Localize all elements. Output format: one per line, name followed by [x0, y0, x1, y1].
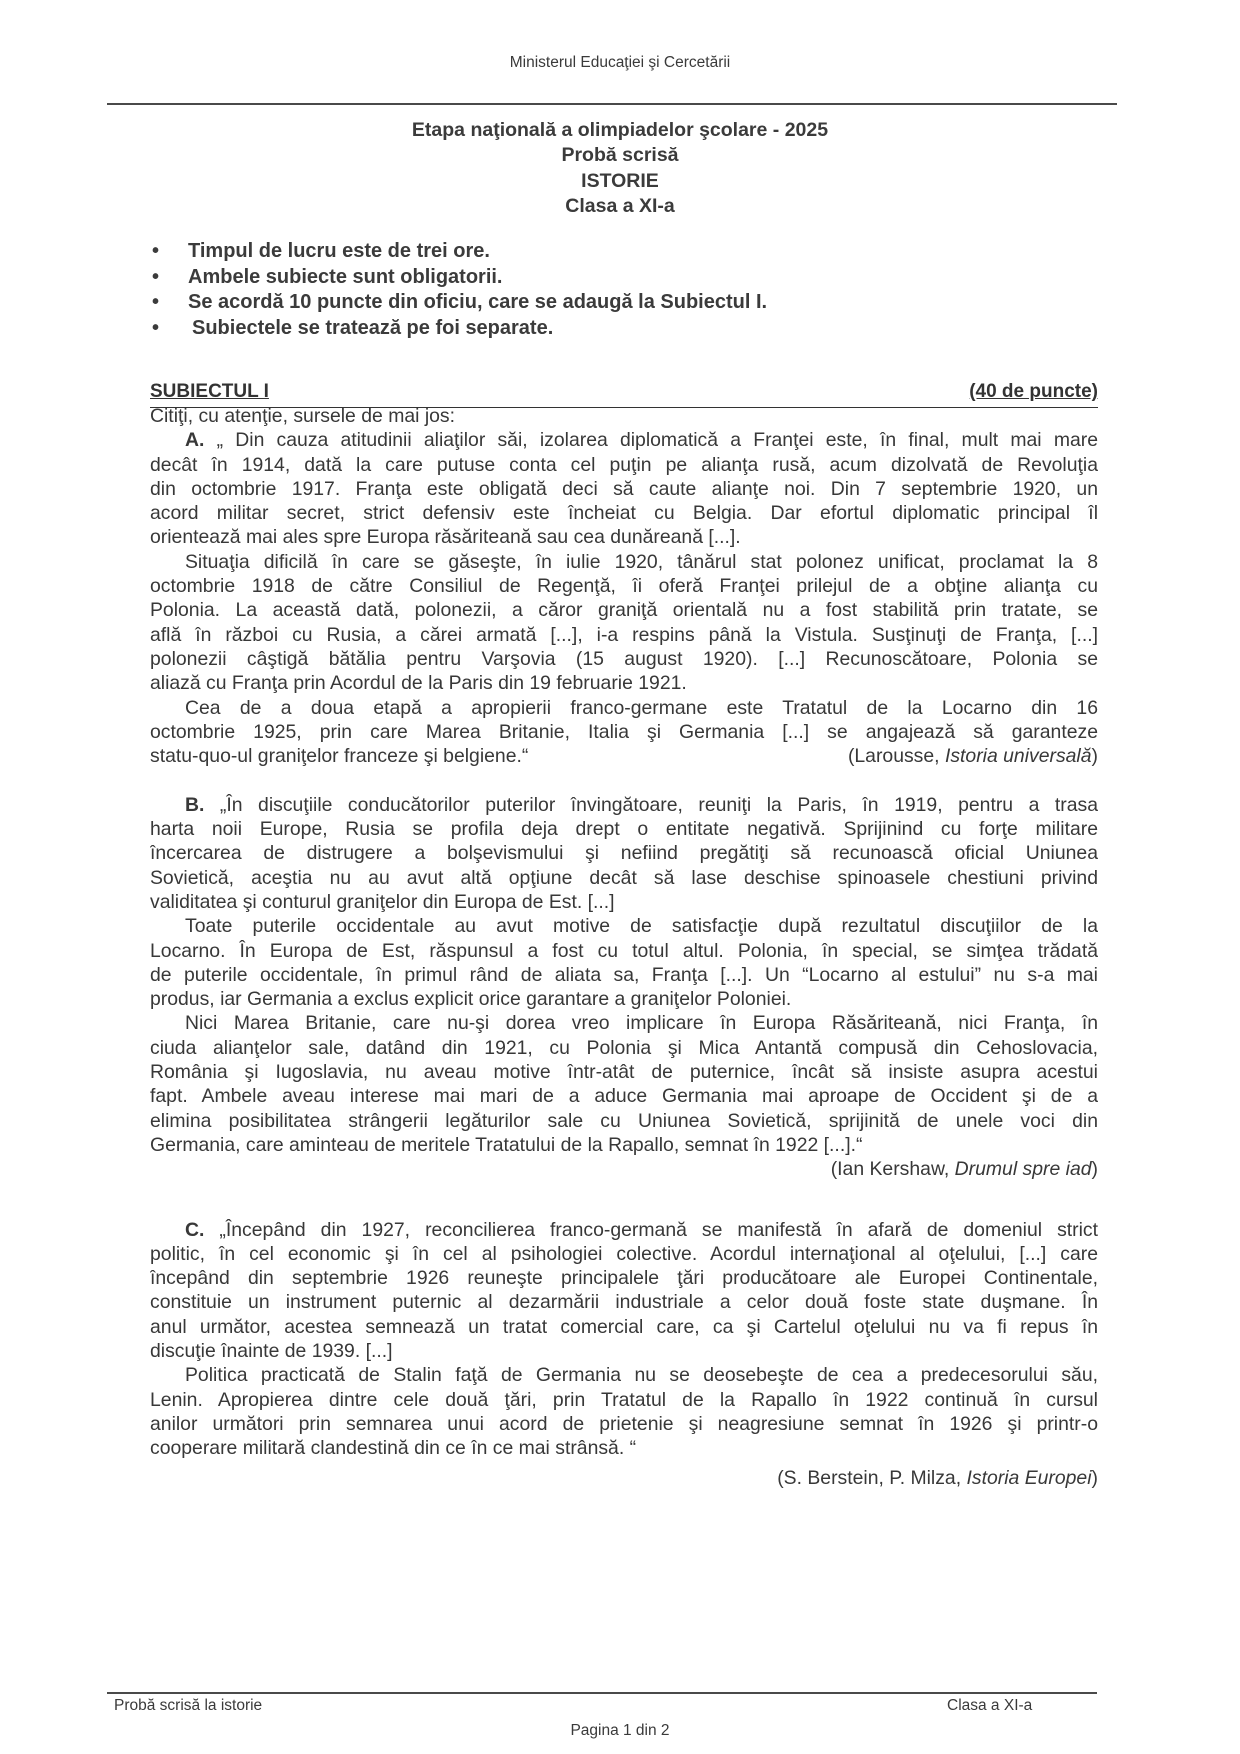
source-b [150, 793, 1098, 1182]
text-line: anilor următori prin semnarea unui acord de prietenie şi neagresiune semnat în 1926 şi printr-o [150, 1412, 1098, 1435]
text-line: Locarno. În Europa de Est, răspunsul a fost cu totul altul. Polonia, în special, se simţea trădată [150, 939, 1098, 962]
text-line: Cea de a doua etapă a apropierii franco-germane este Tratatul de la Locarno din 16 [185, 696, 1098, 719]
text-line: începând din septembrie 1926 reuneşte principalele ţări producătoare ale Europei Continentale, [150, 1267, 1098, 1290]
subject-points: (40 de puncte) [969, 381, 1098, 402]
page-number: Pagina 1 din 2 [570, 1722, 670, 1739]
text-line: cooperare militară clandestină din ce în ce mai strânsă. “ [150, 1437, 637, 1460]
subject-intro: Citiţi, cu atenţie, sursele de mai jos: [150, 405, 455, 427]
source-citation: (S. Berstein, P. Milza, Istoria Europei) [777, 1467, 1098, 1490]
text-line: polonezii câştigă bătălia pentru Varşovia (15 august 1920). [...] Recunoscătoare, Polonia se [150, 647, 1098, 670]
text-line: fapt. Ambele aveau interese mai mari de a aduce Germania mai aproape de Occident şi de a [150, 1085, 1098, 1108]
exam-type: Probă scrisă [561, 144, 679, 167]
subject-body [150, 404, 1098, 1491]
instruction-item: • Se acordă 10 puncte din oficiu, care se adaugă la Subiectul I. [152, 290, 767, 316]
text-line: politic, în cel economic şi în cel al psihologiei colective. Acordul internaţional al oţelului, [...] care [150, 1242, 1098, 1265]
source-citation: (Larousse, Istoria universală) [847, 745, 1098, 768]
text-line: află în război cu Rusia, a cărei armată [...], i-a respins până la Vistula. Susţinuţi de Franţa, [...] [150, 623, 1098, 646]
instruction-item: • Ambele subiecte sunt obligatorii. [152, 265, 767, 291]
text-line: Situaţia dificilă în care se găseşte, în iulie 1920, tânărul stat polonez unificat, proclamat la 8 [185, 550, 1098, 573]
source-label: B. [185, 793, 205, 816]
exam-subject: ISTORIE [581, 169, 659, 192]
text-line: din octombrie 1917. Franţa este obligată deci să caute alianţe noi. Din 7 septembrie 1920, un [150, 477, 1098, 500]
text-line: încercarea de distrugere a bolşevismului şi nefiind pregătiţi să recunoască oficial Uniunea [150, 842, 1098, 865]
text-line: discuţie înainte de 1939. [...] [150, 1339, 393, 1362]
text-line: „Începând din 1927, reconcilierea franco-germană se manifestă în afară de domeniul strict [219, 1218, 1098, 1241]
text-line: harta noii Europe, Rusia se profila deja drept o entitate negativă. Sprijinind cu forţe militare [150, 818, 1098, 841]
text-line: elimina posibilitatea strângerii legăturilor sale cu Uniunea Sovietică, sprijinită de unele voci din [150, 1109, 1098, 1132]
text-line: Politica practicată de Stalin faţă de Germania nu se deosebeşte de cea a predecesorului său, [185, 1364, 1098, 1387]
footer-class-label: Clasa a XI-a [947, 1697, 1033, 1714]
text-line: Toate puterile occidentale au avut motive de satisfacţie după rezultatul discuţiilor de la [185, 915, 1098, 938]
text-line: „ Din cauza atitudinii aliaţilor săi, izolarea diplomatică a Franţei este, în final, mult mai mare [216, 429, 1098, 452]
text-line: statu-quo-ul graniţelor franceze şi belgiene.“ [150, 745, 529, 768]
source-a [150, 428, 1098, 768]
text-line: de puterile occidentale, în primul rând de aliata sa, Franţa [...]. Un “Locarno al estului” nu s-a mai [150, 963, 1098, 986]
text-line: ciuda alianţelor sale, datând din 1921, cu Polonia şi Mica Antantă compusă din Cehoslovacia, [150, 1036, 1098, 1059]
instructions-list [152, 239, 767, 341]
subject-title: SUBIECTUL I [150, 381, 269, 402]
instruction-item: • Timpul de lucru este de trei ore. [152, 239, 767, 265]
footer-exam-label: Probă scrisă la istorie [114, 1697, 263, 1714]
text-line: acord militar secret, strict defensiv este încheiat cu Belgia. Dar efortul diplomatic principal îl [150, 502, 1098, 525]
text-line: România şi Iugoslavia, nu aveau motive într-atât de puternice, încât să insiste asupra acestui [150, 1061, 1098, 1084]
text-line: Germania, care aminteau de meritele Tratatului de la Rapallo, semnat în 1922 [...].“ [150, 1133, 863, 1156]
text-line: validitatea şi conturul graniţelor din Europa de Est. [...] [150, 890, 615, 913]
source-citation: (Ian Kershaw, Drumul spre iad) [830, 1158, 1098, 1181]
text-line: produs, iar Germania a exclus explicit orice garantare a graniţelor Poloniei. [150, 988, 792, 1011]
header-divider [107, 103, 1117, 105]
exam-class: Clasa a XI-a [565, 194, 675, 217]
text-line: „În discuţiile conducătorilor puterilor învingătoare, reuniţi la Paris, în 1919, pentru a trasa [219, 793, 1098, 816]
text-line: Sovietică, aceştia nu au avut altă opţiune decât să lase deschise spinoasele chestiuni privind [150, 866, 1098, 889]
text-line: octombrie 1918 de către Consiliul de Regenţă, îi oferă Franţei prilejul de a obţine alianţa cu [150, 575, 1098, 598]
footer-divider [107, 1692, 1097, 1694]
text-line: decât în 1914, dată la care putuse conta cel puţin pe alianţa rusă, acum dizolvată de Revoluţia [150, 453, 1098, 476]
source-c [150, 1218, 1098, 1491]
source-label: C. [185, 1218, 205, 1241]
exam-title-block [0, 118, 1240, 219]
text-line: Polonia. La această dată, polonezii, a căror graniţă orientală nu a fost stabilită prin tratate, se [150, 599, 1098, 622]
exam-title: Etapa naţională a olimpiadelor şcolare - 2025 [411, 119, 829, 141]
text-line: anul următor, acestea semnează un tratat comercial care, ca şi Cartelul oţelului nu va fi repus în [150, 1315, 1098, 1338]
text-line: Nici Marea Britanie, care nu-şi dorea vreo implicare în Europa Răsăriteană, nici Franţa, în [185, 1012, 1098, 1035]
text-line: constituie un instrument puternic al dezarmării industriale a celor două foste state duşmane. În [150, 1291, 1098, 1314]
text-line: orientează mai ales spre Europa răsăriteană sau cea dunăreană [...]. [150, 526, 741, 549]
text-line: octombrie 1925, prin care Marea Britanie, Italia şi Germania [...] se angajează să garanteze [150, 720, 1098, 743]
text-line: aliază cu Franţa prin Acordul de la Paris din 19 februarie 1921. [150, 672, 687, 695]
text-line: Lenin. Apropierea dintre cele două ţări, prin Tratatul de la Rapallo în 1922 continuă în cursul [150, 1388, 1098, 1411]
source-label: A. [185, 429, 205, 452]
instruction-item: • Subiectele se tratează pe foi separate. [152, 316, 767, 342]
ministry-header: Ministerul Educaţiei şi Cercetării [509, 54, 731, 71]
